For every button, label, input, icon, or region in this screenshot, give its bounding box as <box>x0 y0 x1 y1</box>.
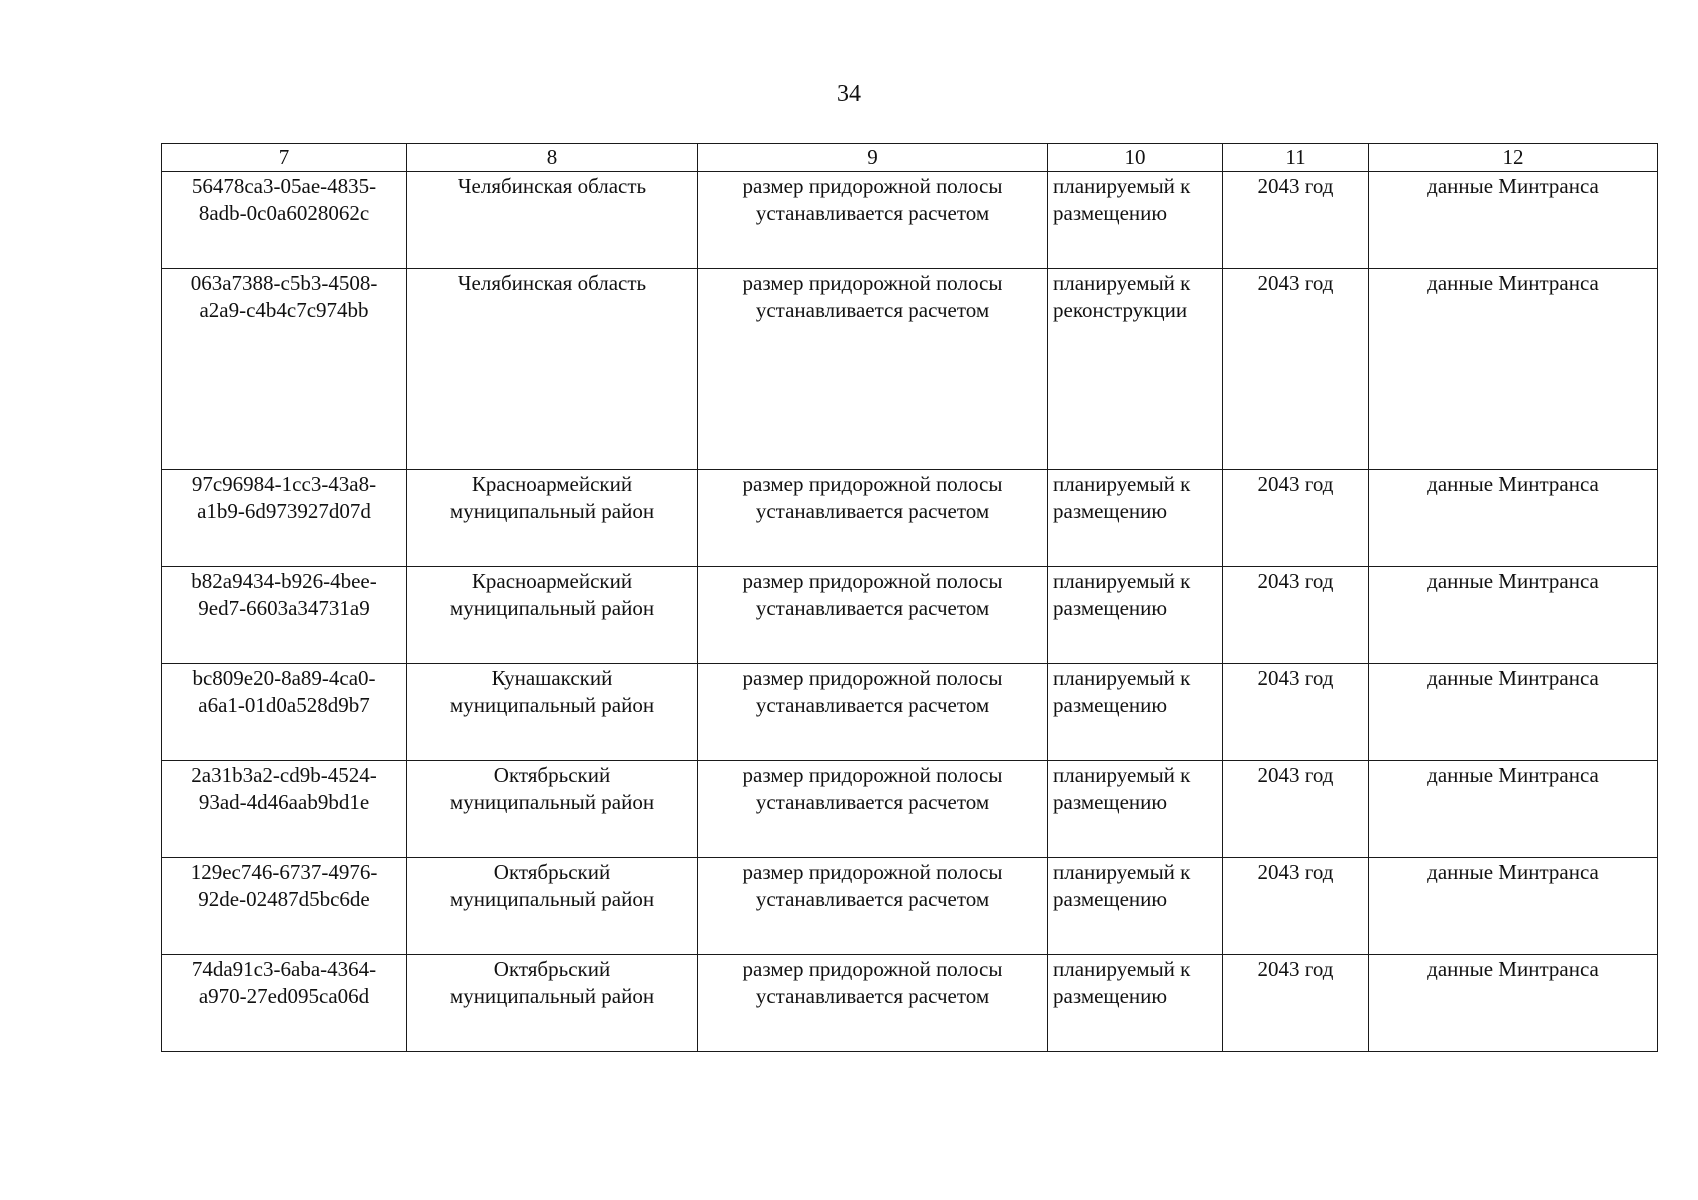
year-cell: 2043 год <box>1223 664 1369 761</box>
source-cell: данные Минтранса <box>1369 858 1658 955</box>
column-header-7: 7 <box>162 144 407 172</box>
table-row <box>162 269 1658 470</box>
column-header-10: 10 <box>1048 144 1223 172</box>
object-id-cell: 97c96984-1cc3-43a8- a1b9-6d973927d07d <box>162 470 407 567</box>
roadside-band-cell: размер придорожной полосы устанавливается расчетом <box>698 269 1048 470</box>
table-row <box>162 761 1658 858</box>
territory-cell: Октябрьский муниципальный район <box>407 761 698 858</box>
header-row <box>162 144 1658 172</box>
territory-cell: Октябрьский муниципальный район <box>407 858 698 955</box>
status-cell: планируемый к размещению <box>1048 955 1223 1052</box>
object-id-cell: 74da91c3-6aba-4364- a970-27ed095ca06d <box>162 955 407 1052</box>
territory-cell: Октябрьский муниципальный район <box>407 955 698 1052</box>
year-cell: 2043 год <box>1223 761 1369 858</box>
status-cell: планируемый к размещению <box>1048 761 1223 858</box>
source-cell: данные Минтранса <box>1369 761 1658 858</box>
roadside-band-cell: размер придорожной полосы устанавливается расчетом <box>698 761 1048 858</box>
table-row <box>162 858 1658 955</box>
column-header-9: 9 <box>698 144 1048 172</box>
territory-cell: Челябинская область <box>407 172 698 269</box>
source-cell: данные Минтранса <box>1369 955 1658 1052</box>
table-row <box>162 567 1658 664</box>
object-id-cell: bc809e20-8a89-4ca0- a6a1-01d0a528d9b7 <box>162 664 407 761</box>
source-cell: данные Минтранса <box>1369 567 1658 664</box>
object-id-cell: 56478ca3-05ae-4835- 8adb-0c0a6028062c <box>162 172 407 269</box>
roadside-band-cell: размер придорожной полосы устанавливается расчетом <box>698 664 1048 761</box>
object-id-cell: 2a31b3a2-cd9b-4524- 93ad-4d46aab9bd1e <box>162 761 407 858</box>
roadside-band-cell: размер придорожной полосы устанавливается расчетом <box>698 470 1048 567</box>
status-cell: планируемый к размещению <box>1048 664 1223 761</box>
table-row <box>162 172 1658 269</box>
table-row <box>162 470 1658 567</box>
roadside-band-cell: размер придорожной полосы устанавливается расчетом <box>698 858 1048 955</box>
table-row <box>162 664 1658 761</box>
year-cell: 2043 год <box>1223 567 1369 664</box>
source-cell: данные Минтранса <box>1369 470 1658 567</box>
status-cell: планируемый к размещению <box>1048 858 1223 955</box>
data-table <box>161 143 1658 1052</box>
object-id-cell: b82a9434-b926-4bee- 9ed7-6603a34731a9 <box>162 567 407 664</box>
page-number: 34 <box>837 81 861 107</box>
year-cell: 2043 год <box>1223 858 1369 955</box>
territory-cell: Кунашакский муниципальный район <box>407 664 698 761</box>
year-cell: 2043 год <box>1223 470 1369 567</box>
object-id-cell: 129ec746-6737-4976- 92de-02487d5bc6de <box>162 858 407 955</box>
status-cell: планируемый к размещению <box>1048 172 1223 269</box>
column-header-11: 11 <box>1223 144 1369 172</box>
source-cell: данные Минтранса <box>1369 172 1658 269</box>
year-cell: 2043 год <box>1223 955 1369 1052</box>
source-cell: данные Минтранса <box>1369 269 1658 470</box>
table-row <box>162 955 1658 1052</box>
status-cell: планируемый к размещению <box>1048 567 1223 664</box>
source-cell: данные Минтранса <box>1369 664 1658 761</box>
year-cell: 2043 год <box>1223 172 1369 269</box>
status-cell: планируемый к размещению <box>1048 470 1223 567</box>
territory-cell: Красноармейский муниципальный район <box>407 470 698 567</box>
roadside-band-cell: размер придорожной полосы устанавливается расчетом <box>698 567 1048 664</box>
status-cell: планируемый к реконструкции <box>1048 269 1223 470</box>
object-id-cell: 063a7388-c5b3-4508- a2a9-c4b4c7c974bb <box>162 269 407 470</box>
territory-cell: Челябинская область <box>407 269 698 470</box>
column-header-12: 12 <box>1369 144 1658 172</box>
roadside-band-cell: размер придорожной полосы устанавливается расчетом <box>698 172 1048 269</box>
year-cell: 2043 год <box>1223 269 1369 470</box>
column-header-8: 8 <box>407 144 698 172</box>
roadside-band-cell: размер придорожной полосы устанавливается расчетом <box>698 955 1048 1052</box>
territory-cell: Красноармейский муниципальный район <box>407 567 698 664</box>
